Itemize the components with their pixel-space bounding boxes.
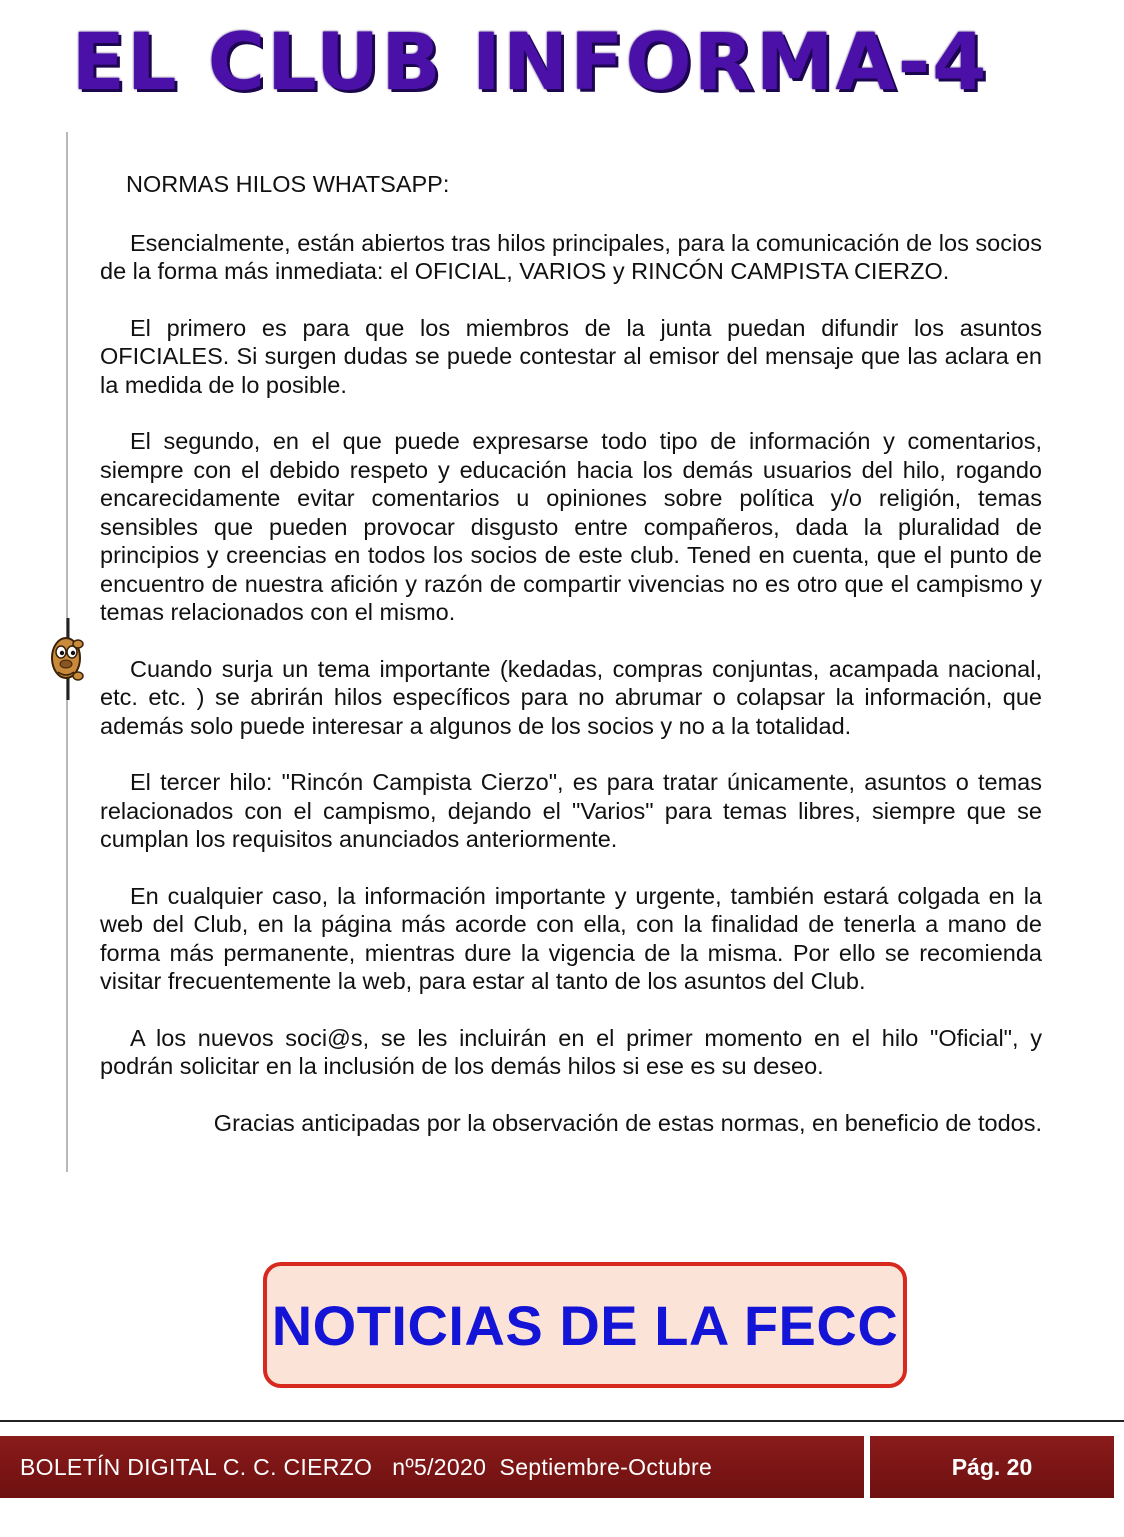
article-body xyxy=(100,170,1042,1165)
section-banner xyxy=(263,1262,907,1388)
article-heading: NORMAS HILOS WHATSAPP: xyxy=(126,171,450,197)
footer-rule xyxy=(0,1420,1124,1422)
footer-page-number: Pág. 20 xyxy=(951,1454,1033,1480)
article-closing: Gracias anticipadas por la observación de estas normas, en beneficio de todos. xyxy=(213,1109,1042,1136)
article-paragraph: El tercer hilo: "Rincón Campista Cierzo", es para tratar únicamente, asuntos o temas relacionados con el campismo, dejando el "Varios" para temas libres, siempre que se cumplan los requisitos anunciados anteriormente. xyxy=(100,769,1042,852)
section-banner-title: NOTICIAS DE LA FECC xyxy=(271,1293,899,1357)
article-paragraph: En cualquier caso, la información importante y urgente, también estará colgada en la web del Club, en la página más acorde con ella, con la finalidad de tenerla a mano de forma más permanente, mientras dure la vigencia de la misma. Por ello se recomienda visitar frecuentemente la web, para estar al tanto de los asuntos del Club. xyxy=(100,882,1042,994)
article-paragraph: El primero es para que los miembros de la junta puedan difundir los asuntos OFICIALES. Si surgen dudas se puede contestar al emisor del mensaje que las aclara en la medida de lo posible. xyxy=(100,314,1042,398)
footer-publication: BOLETÍN DIGITAL C. C. CIERZO nº5/2020 Septiembre-Octubre xyxy=(20,1454,713,1480)
peeking-cartoon-icon xyxy=(44,618,96,700)
article-paragraph: Cuando surja un tema importante (kedadas, compras conjuntas, acampada nacional, etc. etc. ) se abrirán hilos específicos para no abrumar o colapsar la información, que además solo puede interesar a algunos de los socios y no a la totalidad. xyxy=(100,655,1042,739)
footer-bar xyxy=(0,1436,1114,1498)
article-paragraph: El segundo, en el que puede expresarse todo tipo de información y comentarios, siempre con el debido respeto y educación hacia los demás usuarios del hilo, rogando encarecidamente evitar comentarios u opiniones sobre política y/o religión, temas sensibles que pueden provocar disgusto entre compañeros, dada la pluralidad de principios y creencias en todos los socios de este club. Tened en cuenta, que el punto de encuentro de nuestra afición y razón de compartir vivencias no es otro que el campismo y temas relacionados con el mismo. xyxy=(100,428,1042,625)
article-paragraph: A los nuevos soci@s, se les incluirán en el primer momento en el hilo "Oficial", y podrán solicitar en la inclusión de los demás hilos si ese es su deseo. xyxy=(100,1024,1042,1079)
article-paragraph: Esencialmente, están abiertos tras hilos principales, para la comunicación de los socios de la forma más inmediata: el OFICIAL, VARIOS y RINCÓN CAMPISTA CIERZO. xyxy=(100,229,1042,284)
page-title: EL CLUB INFORMA-4 xyxy=(71,18,989,108)
